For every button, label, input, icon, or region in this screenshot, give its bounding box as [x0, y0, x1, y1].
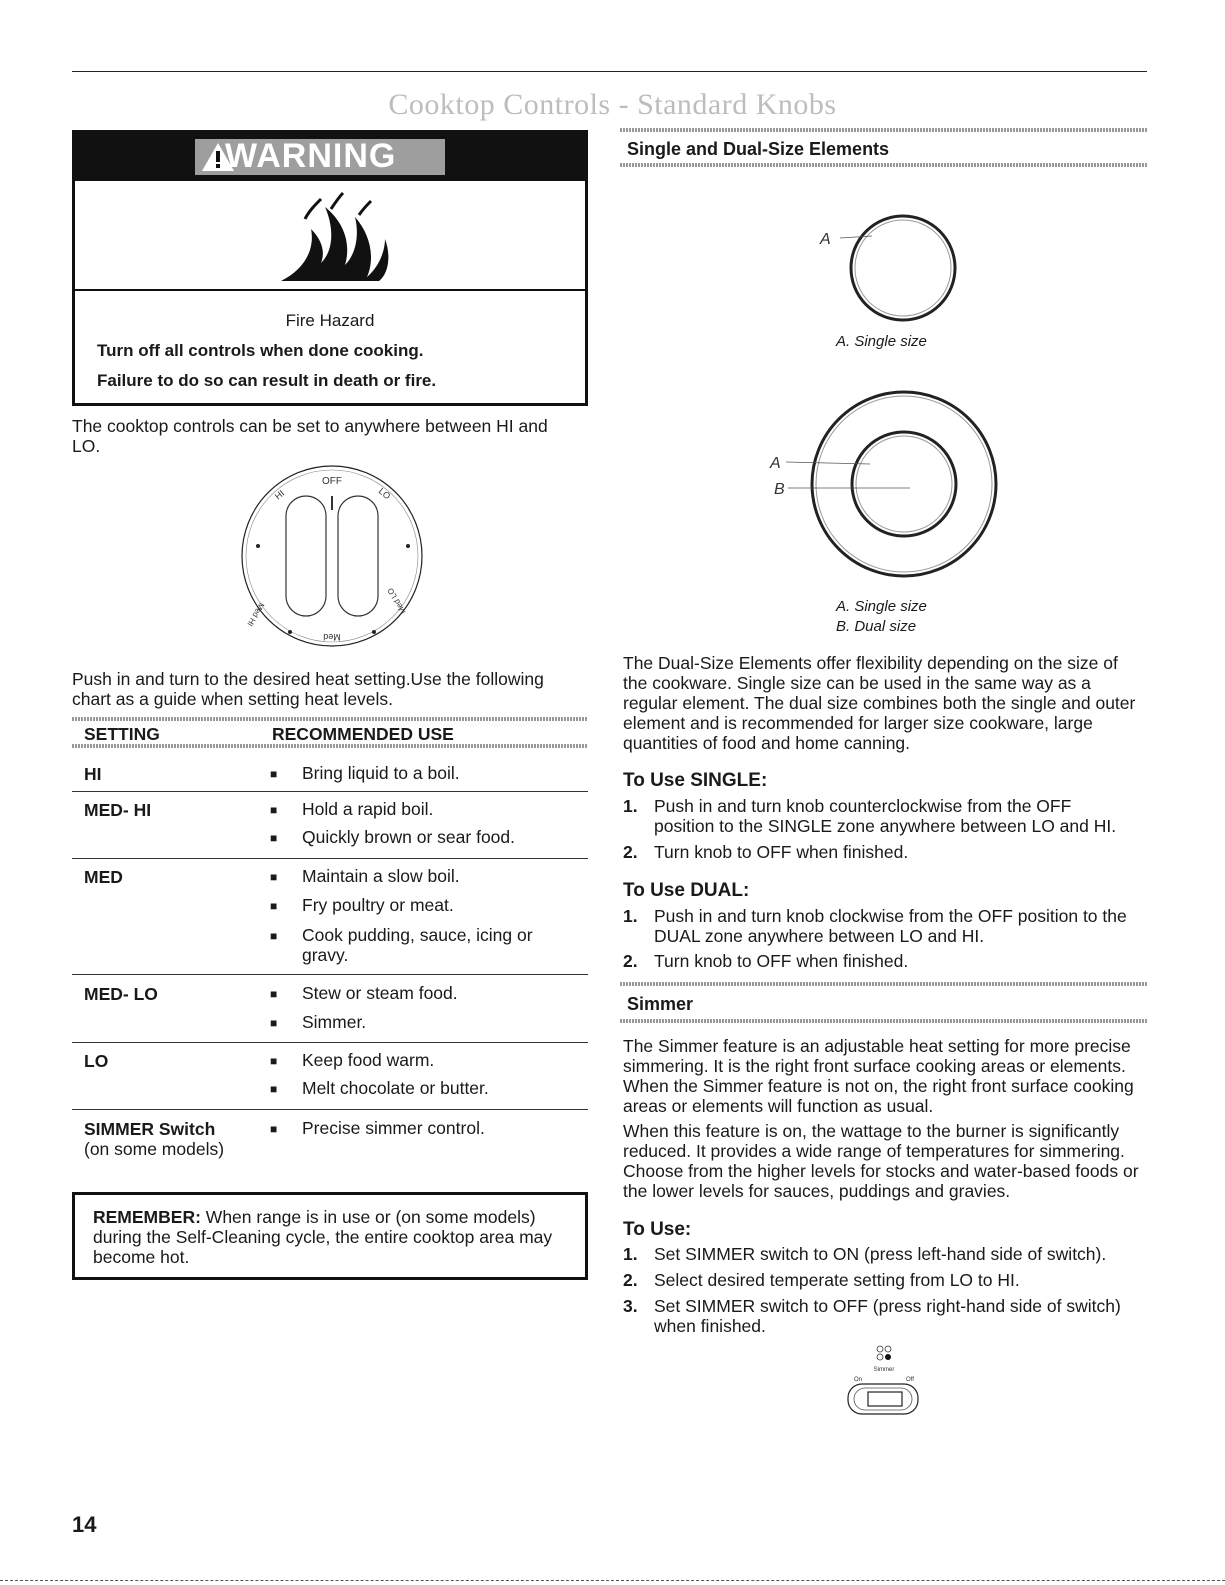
fig2-caption-a: A. Single size — [836, 598, 927, 615]
single-element-diagram — [810, 210, 970, 330]
row-rule — [72, 1042, 588, 1043]
push-text: Push in and turn to the desired heat setting.Use the following chart as a guide when setting heat levels. — [72, 669, 544, 709]
setting-label: MED — [84, 867, 123, 887]
dual-size-paragraph: The Dual-Size Elements offer flexibility depending on the size of the cookware. Single size can be used in the same way as a regular element. The dual size combines both the single and outer element and is recommended for larger size cookware, large quantities of food and home canning. — [623, 653, 1136, 753]
to-use-step-1: Set SIMMER switch to ON (press left-hand side of switch). — [654, 1244, 1107, 1264]
section-rule — [620, 1019, 1147, 1023]
setting-label: LO — [84, 1051, 109, 1071]
to-use-step-2: Select desired temperate setting from LO to HI. — [654, 1270, 1020, 1290]
use-item: Fry poultry or meat. — [302, 895, 454, 915]
dual-heading: To Use DUAL: — [623, 880, 750, 901]
knob-hi-label: HI — [272, 488, 287, 502]
page-title: Cooktop Controls - Standard Knobs — [388, 88, 837, 121]
step-number: 1. — [623, 1244, 638, 1264]
bullet-icon: ■ — [270, 1054, 278, 1068]
setting-label: HI — [84, 764, 102, 784]
switch-label: Simmer — [873, 1367, 895, 1373]
dual-step-2: Turn knob to OFF when finished. — [654, 951, 909, 971]
bullet-icon: ■ — [270, 767, 278, 781]
use-item: Precise simmer control. — [302, 1118, 485, 1138]
table-header-use: RECOMMENDED USE — [272, 724, 454, 744]
fig2-caption-b: B. Dual size — [836, 618, 917, 635]
table-top-rule — [72, 717, 588, 721]
section-rule — [620, 163, 1147, 167]
row-rule — [72, 974, 588, 975]
simmer-paragraph-2: When this feature is on, the wattage to the burner is significantly reduced. It provides a wide range of temperatures for simmering. Choose from the higher levels for stocks and water-based foods or the lower levels for sauces, puddings and gravies. — [623, 1121, 1139, 1201]
use-item: Melt chocolate or butter. — [302, 1078, 489, 1098]
bullet-icon: ■ — [270, 831, 278, 845]
setting-note: (on some models) — [84, 1139, 225, 1159]
control-knob-diagram — [238, 462, 426, 652]
bullet-icon: ■ — [270, 1016, 278, 1030]
setting-label: SIMMER Switch — [84, 1119, 216, 1139]
knob-med-label: Med — [323, 632, 341, 642]
section-rule — [620, 128, 1147, 132]
section-heading-simmer: Simmer — [627, 994, 694, 1014]
warning-box — [72, 130, 588, 406]
bullet-icon: ■ — [270, 899, 278, 913]
switch-off-label: Off — [906, 1377, 914, 1383]
top-rule — [72, 71, 1147, 72]
use-item: Quickly brown or sear food. — [302, 827, 516, 847]
fig2-label-b: B — [774, 481, 785, 498]
section-heading-elements: Single and Dual-Size Elements — [627, 139, 890, 159]
row-rule — [72, 858, 588, 859]
bottom-rule — [0, 1580, 1225, 1581]
switch-on-label: On — [854, 1377, 863, 1383]
use-item: Cook pudding, sauce, icing or gravy. — [302, 925, 533, 965]
step-number: 2. — [623, 842, 638, 862]
single-step-1: Push in and turn knob counterclockwise from the OFF position to the SINGLE zone anywhere between LO and HI. — [654, 796, 1117, 836]
warning-line-1: Turn off all controls when done cooking. — [97, 341, 424, 360]
single-step-2: Turn knob to OFF when finished. — [654, 842, 909, 862]
knob-off-label: OFF — [322, 476, 342, 487]
remember-label: REMEMBER: — [93, 1207, 201, 1227]
intro-text: The cooktop controls can be set to anywhere between HI and LO. — [72, 416, 548, 456]
knob-med-lo-label: Med LO — [385, 586, 408, 616]
fig2-label-a: A — [770, 455, 781, 472]
warning-header — [75, 133, 585, 181]
use-item: Keep food warm. — [302, 1050, 435, 1070]
fig1-label-a: A — [820, 231, 831, 248]
setting-label: MED- HI — [84, 800, 152, 820]
step-number: 3. — [623, 1296, 638, 1316]
to-use-step-3: Set SIMMER switch to OFF (press right-hand side of switch) when finished. — [654, 1296, 1121, 1336]
table-header-setting: SETTING — [84, 724, 160, 744]
knob-med-hi-label: Med HI — [245, 601, 267, 628]
bullet-icon: ■ — [270, 870, 278, 884]
step-number: 2. — [623, 951, 638, 971]
use-item: Hold a rapid boil. — [302, 799, 434, 819]
step-number: 2. — [623, 1270, 638, 1290]
single-heading: To Use SINGLE: — [623, 770, 768, 791]
fire-icon-area — [75, 181, 585, 291]
dual-step-1: Push in and turn knob clockwise from the OFF position to the DUAL zone anywhere between LO and HI. — [654, 906, 1127, 946]
warning-line-2: Failure to do so can result in death or fire. — [97, 371, 437, 390]
bullet-icon: ■ — [270, 1122, 278, 1136]
bullet-icon: ■ — [270, 803, 278, 817]
use-item: Stew or steam food. — [302, 983, 458, 1003]
row-rule — [72, 1109, 588, 1110]
bullet-icon: ■ — [270, 1082, 278, 1096]
fire-icon — [275, 189, 395, 285]
bullet-icon: ■ — [270, 929, 278, 943]
use-item: Bring liquid to a boil. — [302, 763, 460, 783]
section-rule — [620, 982, 1147, 986]
row-rule — [72, 791, 588, 792]
remember-text: When range is in use or (on some models) during the Self-Cleaning cycle, the entire cooktop area may become hot. — [93, 1207, 553, 1267]
step-number: 1. — [623, 796, 638, 816]
table-header-rule — [72, 744, 588, 748]
setting-label: MED- LO — [84, 984, 158, 1004]
simmer-paragraph-1: The Simmer feature is an adjustable heat setting for more precise simmering. It is the right front surface cooking areas or elements. When the Simmer feature is not on, the right front surface cooking areas or elements will function as usual. — [623, 1036, 1134, 1116]
warning-header-text: WARNING — [225, 137, 397, 175]
dual-element-diagram — [760, 388, 1000, 588]
page-number: 14 — [72, 1512, 97, 1537]
knob-lo-label: LO — [376, 485, 393, 502]
warning-hazard: Fire Hazard — [285, 311, 375, 330]
step-number: 1. — [623, 906, 638, 926]
use-item: Simmer. — [302, 1012, 367, 1032]
use-item: Maintain a slow boil. — [302, 866, 460, 886]
simmer-switch-diagram — [840, 1344, 930, 1424]
bullet-icon: ■ — [270, 987, 278, 1001]
remember-box — [72, 1192, 588, 1280]
fig1-caption: A. Single size — [836, 333, 927, 350]
to-use-heading: To Use: — [623, 1219, 692, 1240]
